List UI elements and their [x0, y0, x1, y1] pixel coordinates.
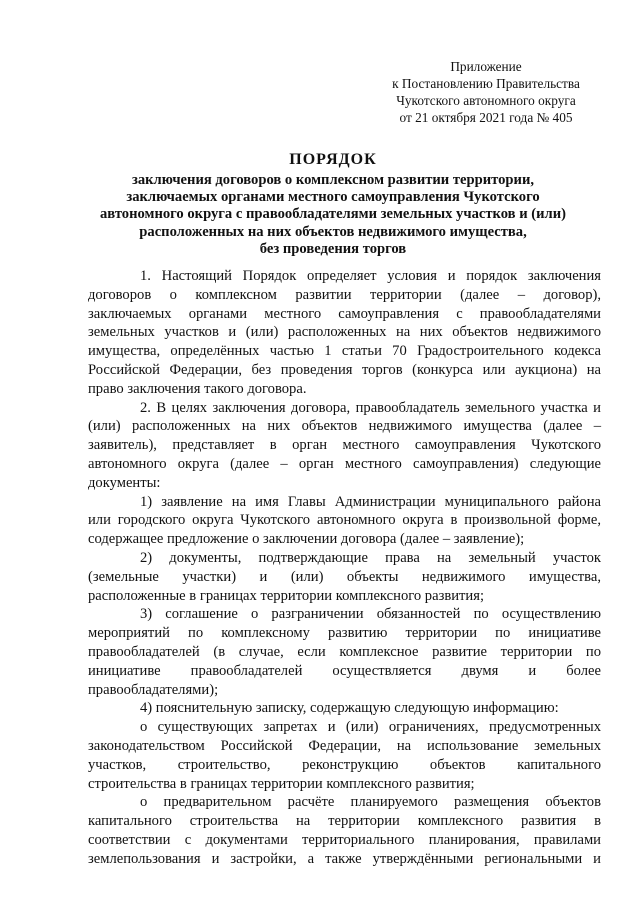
appendix-line: к Постановлению Правительства	[392, 76, 580, 91]
paragraph-line: 4) пояснительную записку, содержащую следующую информацию:	[140, 700, 559, 717]
paragraph-line: капитального строительства на территории комплексного развития в	[88, 813, 601, 830]
subtitle-line: без проведения торгов	[259, 240, 407, 257]
paragraph-line: право заключения такого договора.	[88, 380, 307, 397]
subtitle-line: расположенных на них объектов недвижимого имущества,	[139, 223, 527, 240]
paragraph-line: мероприятий по комплексному развитию территории по инициативе	[88, 625, 601, 642]
paragraph-line: 1. Настоящий Порядок определяет условия и порядок заключения	[140, 268, 601, 284]
paragraph	[88, 267, 601, 399]
paragraph-line: о предварительном расчёте планируемого размещения объектов	[140, 794, 601, 811]
paragraph-line: соответствии с документами территориального планирования, правилами	[88, 831, 601, 848]
paragraph	[88, 493, 601, 549]
paragraph-line: (или) расположенных на них объектов недвижимого имущества (далее –	[88, 418, 601, 435]
paragraph-line: (земельные участки) и (или) объекты недвижимого имущества,	[88, 568, 601, 585]
appendix-header	[380, 58, 592, 126]
paragraph-line: Российской Федерации, без проведения торгов (конкурса или аукциона) на	[88, 361, 601, 378]
paragraph	[88, 793, 601, 868]
paragraph-line: или городского округа Чукотского автономного округа в произвольной форме,	[88, 512, 601, 529]
paragraph-line: строительства в границах территории комплексного развития;	[88, 775, 475, 792]
paragraph-line: автономного округа (далее – орган местного самоуправления) следующие	[88, 455, 601, 472]
paragraph-line: заявитель), представляет в орган местного самоуправления Чукотского	[88, 437, 601, 454]
paragraph-line: правообладателей (в случае, если комплексное развитие территории по	[88, 643, 601, 660]
paragraph-line: 3) соглашение о разграничении обязанностей по осуществлению	[140, 606, 601, 623]
title-block	[78, 150, 588, 258]
paragraph-line: инициативе правообладателей осуществляется двумя и более	[88, 662, 601, 679]
paragraph-line: имущества, определённых частью 1 статьи 70 Градостроительного кодекса	[88, 343, 601, 360]
paragraph-line: правообладателями);	[88, 681, 219, 698]
appendix-line: Приложение	[450, 59, 522, 74]
paragraph-line: расположенные в границах территории комплексного развития;	[88, 587, 485, 604]
paragraph-line: договоров о комплексном развитии территории (далее – договор),	[88, 286, 601, 303]
paragraph-line: документы:	[88, 474, 161, 491]
appendix-line: Чукотского автономного округа	[396, 93, 576, 108]
paragraph-line: земельных участков и (или) расположенных на них объектов недвижимого	[88, 324, 601, 341]
subtitle-line: заключаемых органами местного самоуправления Чукотского	[126, 189, 540, 206]
paragraph	[88, 605, 601, 699]
subtitle-line: автономного округа с правообладателями земельных участков и (или)	[100, 206, 566, 223]
paragraph	[88, 699, 601, 718]
paragraph	[88, 549, 601, 605]
paragraph-line: 1) заявление на имя Главы Администрации муниципального района	[140, 493, 601, 510]
document-body	[88, 267, 601, 869]
paragraph-line: 2. В целях заключения договора, правообладатель земельного участка и	[140, 399, 601, 416]
paragraph-line: участков, строительство, реконструкцию объектов капитального	[88, 756, 601, 773]
document-subtitle	[78, 172, 588, 258]
appendix-line: от 21 октября 2021 года № 405	[399, 110, 573, 125]
document-title: ПОРЯДОК	[289, 151, 377, 168]
paragraph-line: 2) документы, подтверждающие права на земельный участок	[140, 549, 601, 566]
paragraph	[88, 718, 601, 793]
paragraph-line: содержащее предложение о заключении договора (далее – заявление);	[88, 531, 525, 548]
paragraph-line: заключаемых органами местного самоуправления с правообладателями	[88, 305, 601, 322]
paragraph-line: землепользования и застройки, а также утверждёнными региональными и	[88, 850, 601, 867]
paragraph-line: о существующих запретах и (или) ограничениях, предусмотренных	[140, 719, 601, 736]
paragraph-line: законодательством Российской Федерации, на использование земельных	[88, 737, 601, 754]
paragraph	[88, 399, 601, 493]
subtitle-line: заключения договоров о комплексном развитии территории,	[131, 172, 535, 188]
